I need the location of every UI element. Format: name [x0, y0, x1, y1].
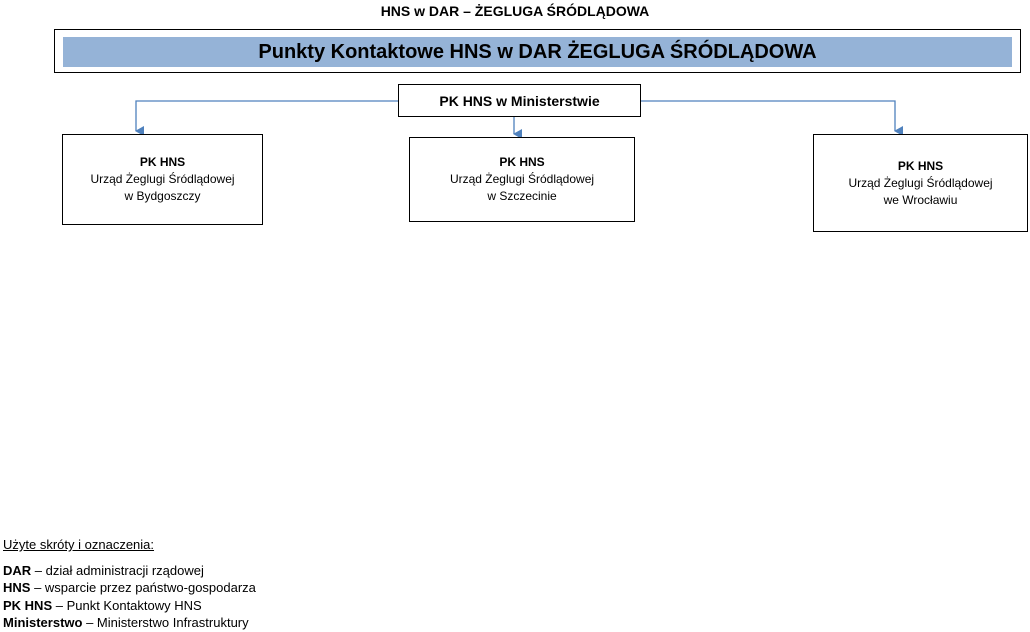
connector-to-bydgoszcz — [136, 101, 398, 131]
legend-definition: – Punkt Kontaktowy HNS — [52, 597, 202, 613]
legend-item — [3, 597, 256, 615]
banner-title: Punkty Kontaktowe HNS w DAR ŻEGLUGA ŚRÓDLĄDOWA — [63, 37, 1012, 67]
page-title: HNS w DAR – ŻEGLUGA ŚRÓDLĄDOWA — [380, 3, 650, 19]
office-city: w Bydgoszczy — [124, 189, 201, 203]
legend-definition: – dział administracji rządowej — [31, 562, 204, 578]
office-city: we Wrocławiu — [883, 192, 958, 207]
legend-term: PK HNS — [3, 597, 53, 613]
connector-to-wroclaw — [641, 101, 895, 131]
office-city: w Szczecinie — [487, 189, 557, 203]
legend-definition: – wsparcie przez państwo-gospodarza — [30, 580, 256, 595]
legend-item — [3, 562, 256, 580]
office-name: Urząd Żeglugi Śródlądowej — [90, 172, 235, 186]
legend — [3, 536, 256, 632]
office-box-wroclaw — [813, 134, 1028, 232]
legend-term: Ministerstwo — [3, 615, 83, 630]
office-box-bydgoszcz — [62, 134, 263, 225]
legend-item — [3, 614, 256, 632]
legend-item — [3, 579, 256, 597]
office-title: PK HNS — [139, 155, 186, 169]
office-title: PK HNS — [499, 155, 545, 169]
office-name: Urząd Żeglugi Śródlądowej — [848, 175, 993, 190]
legend-definition: – Ministerstwo Infrastruktury — [82, 615, 249, 630]
legend-term: HNS — [3, 580, 31, 595]
legend-title: Użyte skróty i oznaczenia: — [3, 537, 155, 552]
ministry-contact-point: PK HNS w Ministerstwie — [398, 84, 641, 117]
legend-term: DAR — [3, 562, 32, 578]
office-title: PK HNS — [897, 158, 944, 173]
office-name: Urząd Żeglugi Śródlądowej — [449, 172, 595, 186]
office-box-szczecin — [409, 137, 635, 222]
